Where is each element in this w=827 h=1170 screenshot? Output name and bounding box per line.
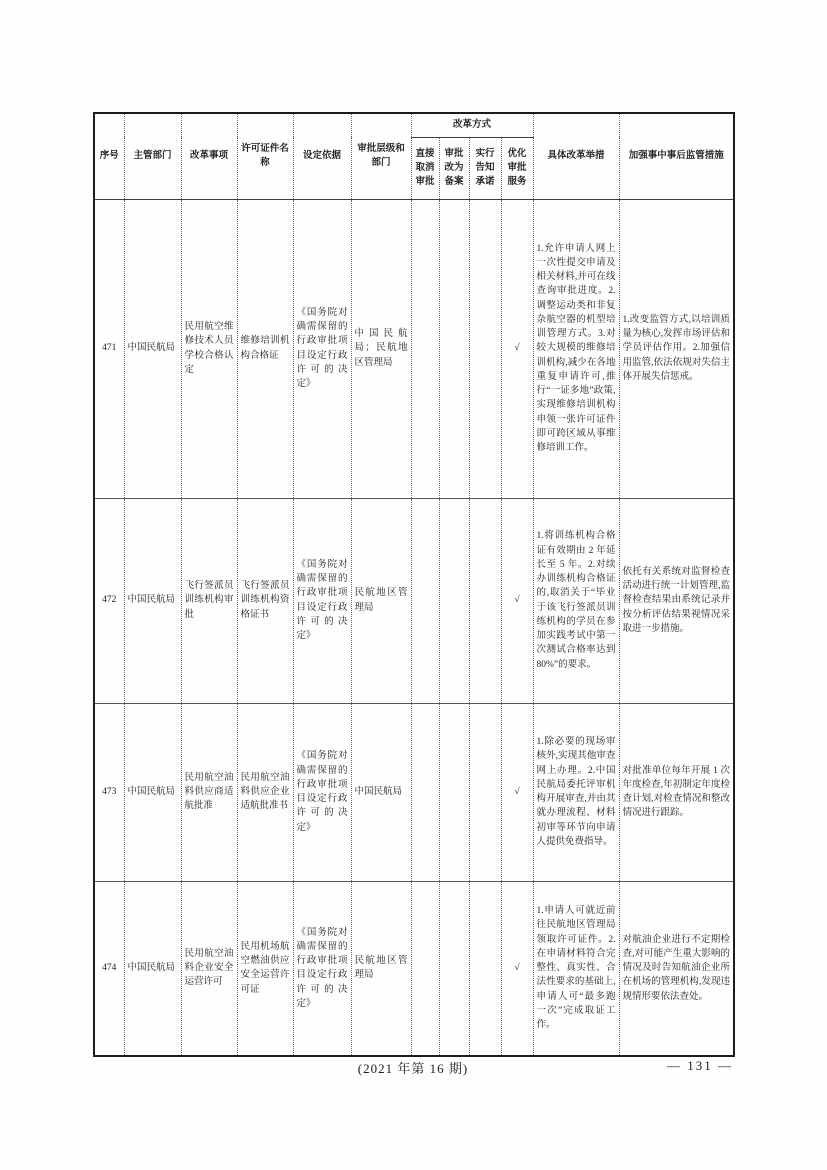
- header-method-optimize: 优化审批服务: [501, 137, 533, 199]
- cell-item: 民用航空油料供应商适航批准: [181, 703, 237, 881]
- header-basis: 设定依据: [293, 113, 351, 199]
- cell-method-direct-cancel: [411, 498, 439, 703]
- cell-method-to-record: [439, 498, 469, 703]
- cell-item: 民用航空油料企业安全运营许可: [181, 881, 237, 1056]
- cell-dept: 中国民航局: [124, 881, 181, 1056]
- header-method-to-record: 审批改为备案: [439, 137, 469, 199]
- cell-level: 中国民航局: [351, 703, 411, 881]
- header-supervision: 加强事中事后监管措施: [619, 113, 734, 199]
- table-row-473: [94, 703, 734, 881]
- cell-dept: 中国民航局: [124, 199, 181, 498]
- reform-items-table: [93, 112, 735, 1057]
- cell-license: 民用航空油料供应企业适航批准书: [237, 703, 293, 881]
- table-row-474: [94, 881, 734, 1056]
- cell-method-to-record: [439, 199, 469, 498]
- cell-method-notify-commit: [469, 498, 501, 703]
- header-dept: 主管部门: [124, 113, 181, 199]
- checkmark-optimize-approval: √: [501, 199, 533, 498]
- cell-supervision: 对批准单位每年开展 1 次年度检查,年初制定年度检查计划,对检查情况和整改情况进行跟踪。: [619, 703, 734, 881]
- page-footer: [93, 1058, 733, 1078]
- cell-dept: 中国民航局: [124, 498, 181, 703]
- header-serial: 序号: [94, 113, 124, 199]
- cell-method-notify-commit: [469, 199, 501, 498]
- header-item: 改革事项: [181, 113, 237, 199]
- cell-measures: 1.除必要的现场审核外,实现其他审查网上办理。2.中国民航局委托评审机构开展审查,并由其就办理流程、材料初审等环节向申请人提供免费指导。: [533, 703, 619, 881]
- footer-page-number: — 131 —: [667, 1058, 733, 1073]
- cell-basis: 《国务院对确需保留的行政审批项目设定行政许可的决定》: [293, 881, 351, 1056]
- cell-serial: 472: [94, 498, 124, 703]
- cell-item: 民用航空维修技术人员学校合格认定: [181, 199, 237, 498]
- cell-basis: 《国务院对确需保留的行政审批项目设定行政许可的决定》: [293, 199, 351, 498]
- table-row-471: [94, 199, 734, 498]
- cell-level: 民航地区管理局: [351, 498, 411, 703]
- cell-measures: 1.申请人可就近前往民航地区管理局领取许可证件。2.在申请材料符合完整性、真实性、合法性要求的基础上,申请人可“最多跑一次”完成取证工作。: [533, 881, 619, 1056]
- cell-license: 民用机场航空燃油供应安全运营许可证: [237, 881, 293, 1056]
- cell-method-notify-commit: [469, 881, 501, 1056]
- cell-serial: 473: [94, 703, 124, 881]
- cell-supervision: 依托有关系统对监督检查活动进行统一计划管理,监督检查结果由系统记录并按分析评估结果视情况采取进一步措施。: [619, 498, 734, 703]
- cell-measures: 1.允许申请人网上一次性提交申请及相关材料,并可在线查询审批进度。2.调整运动类和非复杂航空器的机型培训管理方式。3.对较大规模的维修培训机构,减少在各地重复申请许可,推行“一证多地”政策,实现维修培训机构申领一张许可证件即可跨区域从事维修培训工作。: [533, 199, 619, 498]
- cell-license: 飞行签派员训练机构资格证书: [237, 498, 293, 703]
- cell-supervision: 1.改变监管方式,以培训质量为核心,发挥市场评估和学员评估作用。2.加强信用监管,依法依规对失信主体开展失信惩戒。: [619, 199, 734, 498]
- cell-method-direct-cancel: [411, 703, 439, 881]
- cell-serial: 471: [94, 199, 124, 498]
- cell-license: 维修培训机构合格证: [237, 199, 293, 498]
- cell-item: 飞行签派员训练机构审批: [181, 498, 237, 703]
- cell-method-direct-cancel: [411, 199, 439, 498]
- header-license: 许可证件名称: [237, 113, 293, 199]
- cell-serial: 474: [94, 881, 124, 1056]
- cell-dept: 中国民航局: [124, 703, 181, 881]
- cell-level: 民航地区管理局: [351, 881, 411, 1056]
- checkmark-optimize-approval: √: [501, 703, 533, 881]
- cell-method-to-record: [439, 881, 469, 1056]
- cell-basis: 《国务院对确需保留的行政审批项目设定行政许可的决定》: [293, 498, 351, 703]
- cell-method-notify-commit: [469, 703, 501, 881]
- header-method-direct-cancel: 直接取消审批: [411, 137, 439, 199]
- cell-method-direct-cancel: [411, 881, 439, 1056]
- cell-supervision: 对航油企业进行不定期检查,对可能产生重大影响的情况及时告知航油企业所在机场的管理机构,发现违规情形要依法查处。: [619, 881, 734, 1056]
- header-level: 审批层级和部门: [351, 113, 411, 199]
- header-measures: 具体改革举措: [533, 113, 619, 199]
- cell-measures: 1.将训练机构合格证有效期由 2 年延长至 5 年。2.对续办训练机构合格证的,取消关于“毕业于该飞行签派员训练机构的学员在参加实践考试中第一次测试合格率达到 80%”的要求。: [533, 498, 619, 703]
- cell-level: 中国民航局；民航地区管理局: [351, 199, 411, 498]
- header-method-notify-commit: 实行告知承诺: [469, 137, 501, 199]
- table-row-472: [94, 498, 734, 703]
- checkmark-optimize-approval: √: [501, 498, 533, 703]
- cell-basis: 《国务院对确需保留的行政审批项目设定行政许可的决定》: [293, 703, 351, 881]
- checkmark-optimize-approval: √: [501, 881, 533, 1056]
- footer-issue-label: (2021 年第 16 期): [357, 1061, 469, 1076]
- cell-method-to-record: [439, 703, 469, 881]
- header-reform-method-group: 改革方式: [411, 113, 533, 137]
